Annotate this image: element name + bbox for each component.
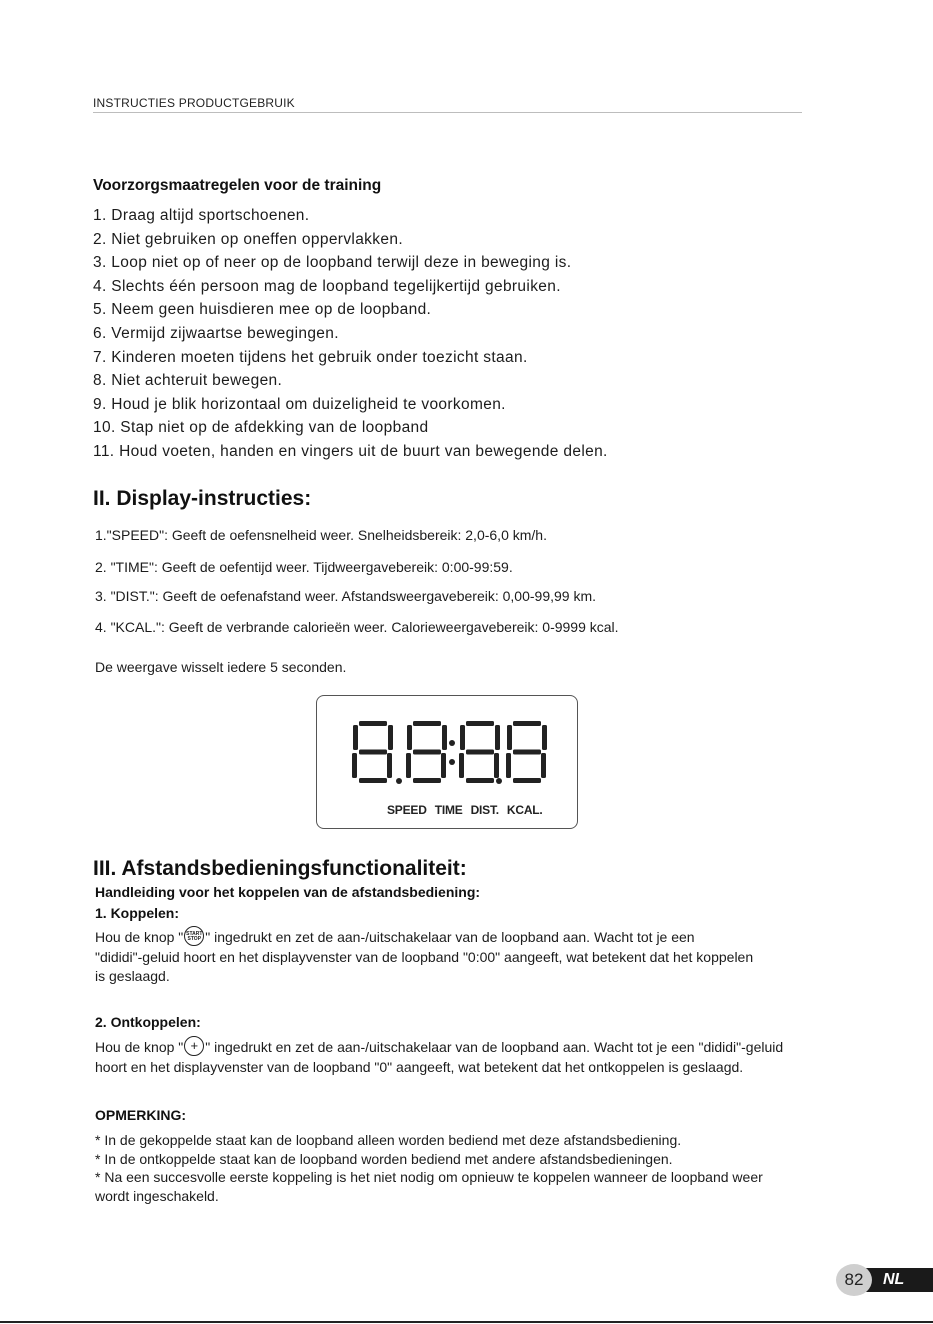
segment-a bbox=[413, 721, 441, 726]
segment-g bbox=[513, 750, 541, 755]
list-item: 7. Kinderen moeten tijdens het gebruik onder toezicht staan. bbox=[93, 348, 528, 366]
bottom-rule bbox=[0, 1321, 933, 1323]
note-line: wordt ingeschakeld. bbox=[95, 1187, 219, 1204]
display-line-kcal: 4. "KCAL.": Geeft de verbrande calorieën weer. Calorieweergavebereik: 0-9999 kcal. bbox=[95, 619, 619, 635]
note-line: * Na een succesvolle eerste koppeling is het niet nodig om opnieuw te koppelen wanneer de loopband weer bbox=[95, 1169, 763, 1185]
lcd-label-dist: DIST. bbox=[470, 803, 499, 817]
decimal-point bbox=[496, 778, 502, 784]
colon-dot-bottom bbox=[449, 759, 455, 765]
segment-c bbox=[541, 753, 546, 778]
segment-b bbox=[495, 725, 500, 750]
pair-line-2: "dididi"-geluid hoort en het displayvenster van de loopband "0:00" aangeeft, wat betekent dat het koppelen bbox=[95, 949, 754, 966]
segment-a bbox=[359, 721, 387, 726]
display-line-time: 2. "TIME": Geeft de oefentijd weer. Tijdweergavebereik: 0:00-99:59. bbox=[95, 559, 513, 575]
segment-c bbox=[387, 753, 392, 778]
note-line: * In de ontkoppelde staat kan de loopband worden bediend met andere afstandsbedieningen. bbox=[95, 1150, 673, 1167]
segment-d bbox=[359, 778, 387, 783]
segment-c bbox=[441, 753, 446, 778]
list-item: 3. Loop niet op of neer op de loopband terwijl deze in beweging is. bbox=[93, 254, 572, 272]
list-item: 5. Neem geen huisdieren mee op de loopband. bbox=[93, 301, 432, 319]
list-item: 1. Draag altijd sportschoenen. bbox=[93, 207, 310, 224]
segment-g bbox=[466, 750, 494, 755]
display-line-speed: 1."SPEED": Geeft de oefensnelheid weer. Snelheidsbereik: 2,0-6,0 km/h. bbox=[95, 527, 547, 543]
display-switch-note: De weergave wisselt iedere 5 seconden. bbox=[95, 659, 347, 675]
segment-f bbox=[407, 725, 412, 750]
language-tab: NL bbox=[856, 1268, 933, 1292]
segment-f bbox=[353, 725, 358, 750]
list-item: 4. Slechts één persoon mag de loopband tegelijkertijd gebruiken. bbox=[93, 277, 561, 295]
lcd-label-time: TIME bbox=[434, 803, 463, 817]
remote-section-title: III. Afstandsbedieningsfunctionaliteit: bbox=[93, 857, 467, 880]
pair-paragraph bbox=[95, 928, 753, 985]
segment-f bbox=[460, 725, 465, 750]
list-item: 9. Houd je blik horizontaal om duizeligheid te voorkomen. bbox=[93, 395, 506, 413]
segment-e bbox=[406, 753, 411, 778]
unpair-line-2: hoort en het displayvenster van de loopband "0" aangeeft, wat betekent dat het ontkoppelen is geslaagd. bbox=[95, 1059, 744, 1076]
list-item: 8. Niet achteruit bewegen. bbox=[93, 372, 283, 390]
segment-e bbox=[352, 753, 357, 778]
unpair-heading: 2. Ontkoppelen: bbox=[95, 1014, 201, 1030]
display-section-title: II. Display-instructies: bbox=[93, 487, 312, 510]
segment-b bbox=[442, 725, 447, 750]
precautions-list bbox=[93, 205, 608, 465]
segment-c bbox=[494, 753, 499, 778]
lcd-label-kcal: KCAL. bbox=[506, 803, 543, 817]
note-line: * In de gekoppelde staat kan de loopband alleen worden bediend met deze afstandsbediening. bbox=[95, 1132, 682, 1148]
pair-line-1: Hou de knop " START STOP " ingedrukt en zet de aan-/uitschakelaar van de loopband aan. Wacht tot je een bbox=[95, 928, 753, 948]
segment-b bbox=[542, 725, 547, 750]
unpair-paragraph bbox=[95, 1038, 783, 1077]
list-item: 6. Vermijd zijwaartse bewegingen. bbox=[93, 324, 339, 342]
note-heading: OPMERKING: bbox=[95, 1107, 186, 1123]
segment-d bbox=[466, 778, 494, 783]
pair-line-3: is geslaagd. bbox=[95, 967, 170, 984]
start-stop-button-icon: START STOP bbox=[184, 926, 204, 946]
pair-heading: 1. Koppelen: bbox=[95, 905, 180, 921]
segment-d bbox=[513, 778, 541, 783]
decimal-point bbox=[396, 778, 402, 784]
segment-g bbox=[359, 750, 387, 755]
colon-dot-top bbox=[449, 740, 455, 746]
unpair-line-1: Hou de knop " + " ingedrukt en zet de aan-/uitschakelaar van de loopband aan. Wacht tot je een "dididi"-geluid bbox=[95, 1038, 784, 1055]
segment-d bbox=[413, 778, 441, 783]
precautions-title: Voorzorgsmaatregelen voor de training bbox=[93, 177, 382, 194]
segment-a bbox=[466, 721, 494, 726]
segment-b bbox=[388, 725, 393, 750]
pairing-guide-heading: Handleiding voor het koppelen van de afstandsbediening: bbox=[95, 884, 481, 900]
segment-e bbox=[459, 753, 464, 778]
display-line-dist: 3. "DIST.": Geeft de oefenafstand weer. Afstandsweergavebereik: 0,00-99,99 km. bbox=[95, 588, 597, 604]
lcd-label-speed: SPEED bbox=[387, 803, 427, 817]
segment-g bbox=[413, 750, 441, 755]
plus-button-icon: + bbox=[184, 1036, 204, 1056]
page-header: INSTRUCTIES PRODUCTGEBRUIK bbox=[93, 96, 802, 113]
segment-a bbox=[513, 721, 541, 726]
lcd-display-illustration bbox=[316, 695, 578, 829]
segment-f bbox=[507, 725, 512, 750]
list-item: 10. Stap niet op de afdekking van de loopband bbox=[93, 419, 429, 437]
note-paragraph bbox=[95, 1131, 763, 1205]
segment-e bbox=[506, 753, 511, 778]
lcd-labels bbox=[387, 803, 551, 817]
list-item: 11. Houd voeten, handen en vingers uit de buurt van bewegende delen. bbox=[93, 442, 608, 460]
list-item: 2. Niet gebruiken op oneffen oppervlakken. bbox=[93, 230, 403, 248]
page-number: 82 bbox=[836, 1264, 872, 1296]
